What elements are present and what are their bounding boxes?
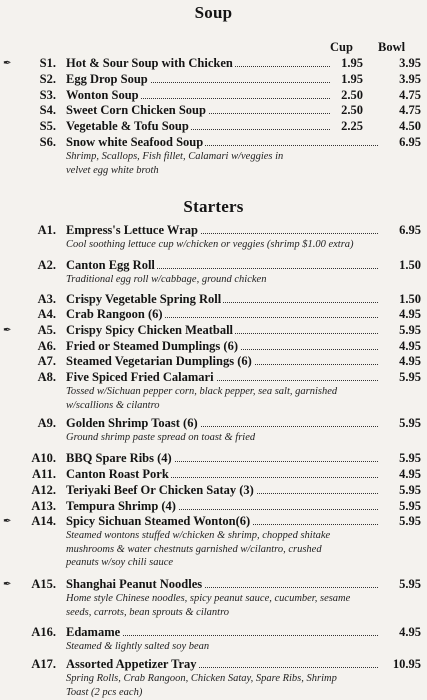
item-code: A13.	[31, 499, 56, 513]
menu-item-row	[0, 292, 427, 306]
item-price: 5.95	[378, 577, 421, 591]
soup-section-title: Soup	[194, 3, 233, 22]
item-name: Wonton Soup	[66, 88, 139, 102]
cup-price: 2.25	[330, 119, 363, 133]
menu-item-row	[0, 323, 427, 337]
bowl-price: 4.75	[378, 103, 421, 117]
item-description: Cool soothing lettuce cup w/chicken or veggies (shrimp $1.00 extra)	[66, 239, 354, 250]
spicy-pepper-icon: ✒	[3, 579, 12, 590]
item-name: Snow white Seafood Soup	[66, 135, 204, 149]
item-name: Vegetable & Tofu Soup	[66, 119, 189, 133]
item-name: Crispy Vegetable Spring Roll	[66, 292, 222, 306]
item-description: Steamed & lightly salted soy bean	[66, 641, 210, 652]
item-description: Traditional egg roll w/cabbage, ground chicken	[66, 274, 267, 285]
item-description: mushrooms & water chestnuts garnished w/cilantro, crushed	[66, 543, 322, 555]
menu-item-row	[0, 370, 427, 384]
item-code: A3.	[37, 292, 56, 306]
cup-price: 1.95	[330, 72, 363, 86]
bowl-price: 4.75	[378, 88, 421, 102]
item-price: 10.95	[378, 657, 421, 671]
item-name: Hot & Sour Soup with Chicken	[66, 56, 233, 70]
item-name: Golden Shrimp Toast (6)	[66, 416, 198, 430]
menu-item-row	[0, 119, 427, 133]
item-name: Crispy Spicy Chicken Meatball	[66, 323, 234, 337]
item-code: S5.	[39, 119, 56, 133]
item-description: seeds, carrots, bean sprouts & cilantro	[66, 606, 230, 618]
menu-item-row	[0, 307, 427, 321]
item-code: S1.	[39, 56, 56, 70]
item-code: A5.	[37, 323, 56, 337]
item-code: A11.	[32, 467, 56, 481]
item-name: Five Spiced Fried Calamari	[66, 370, 214, 384]
bowl-price: 3.95	[378, 56, 421, 70]
item-price: 4.95	[378, 467, 421, 481]
item-name: Steamed Vegetarian Dumplings (6)	[66, 354, 252, 368]
item-description: Ground shrimp paste spread on toast & fried	[66, 432, 256, 443]
menu-item-row	[0, 451, 427, 465]
item-name: Shanghai Peanut Noodles	[66, 577, 203, 591]
starters-section-title: Starters	[183, 197, 244, 216]
item-description: velvet egg white broth	[66, 164, 159, 176]
item-name: Fried or Steamed Dumplings (6)	[66, 339, 238, 353]
item-price: 4.95	[378, 307, 421, 321]
item-description: Steamed wontons stuffed w/chicken & shrimp, chopped shitake	[66, 530, 331, 541]
menu-item-row	[0, 514, 427, 528]
spicy-pepper-icon: ✒	[3, 516, 12, 527]
item-name: Teriyaki Beef Or Chicken Satay (3)	[66, 483, 254, 497]
item-name: BBQ Spare Ribs (4)	[66, 451, 172, 465]
item-name: Spicy Sichuan Steamed Wonton(6)	[66, 514, 251, 528]
item-price: 5.95	[378, 416, 421, 430]
item-code: A15.	[31, 577, 56, 591]
item-description: peanuts w/soy chili sauce	[66, 557, 174, 568]
item-code: S2.	[39, 72, 56, 86]
cup-price: 2.50	[330, 103, 363, 117]
bowl-price: 4.50	[378, 119, 421, 133]
item-description: Toast (2 pcs each)	[66, 686, 143, 698]
item-code: S3.	[39, 88, 56, 102]
menu-item-row	[0, 88, 427, 102]
item-price: 5.95	[378, 514, 421, 528]
menu-item-row	[0, 72, 427, 86]
item-name: Assorted Appetizer Tray	[66, 657, 197, 671]
item-price: 1.50	[378, 292, 421, 306]
menu-item-row	[0, 135, 427, 149]
item-code: S4.	[39, 103, 56, 117]
item-code: A12.	[31, 483, 56, 497]
menu-item-row	[0, 625, 427, 639]
item-code: A16.	[31, 625, 56, 639]
item-price: 4.95	[378, 625, 421, 639]
menu-item-row	[0, 416, 427, 430]
item-name: Empress's Lettuce Wrap	[66, 223, 198, 237]
item-code: A10.	[31, 451, 56, 465]
spicy-pepper-icon: ✒	[3, 325, 12, 336]
item-code: A8.	[37, 370, 56, 384]
menu-item-row	[0, 467, 427, 481]
item-price: 5.95	[378, 483, 421, 497]
bowl-price: 6.95	[378, 135, 421, 149]
item-price: 4.95	[378, 354, 421, 368]
item-price: 4.95	[378, 339, 421, 353]
item-code: A1.	[37, 223, 56, 237]
item-code: A14.	[31, 514, 56, 528]
bowl-column-header: Bowl	[378, 40, 406, 54]
menu-item-row	[0, 56, 427, 70]
menu-item-row	[0, 577, 427, 591]
item-price: 1.50	[378, 258, 421, 272]
menu-item-row	[0, 103, 427, 117]
menu-item-row	[0, 223, 427, 237]
item-code: A2.	[37, 258, 56, 272]
item-description: Spring Rolls, Crab Rangoon, Chicken Satay, Spare Ribs, Shrimp	[66, 673, 337, 684]
menu-item-row	[0, 354, 427, 368]
cup-price: 1.95	[330, 56, 363, 70]
item-name: Tempura Shrimp (4)	[66, 499, 176, 513]
item-description: w/scallions & cilantro	[66, 399, 160, 411]
item-price: 5.95	[378, 370, 421, 384]
item-code: A17.	[31, 657, 56, 671]
item-code: S6.	[39, 135, 56, 149]
item-name: Crab Rangoon (6)	[66, 307, 163, 321]
item-code: A7.	[37, 354, 56, 368]
menu-item-row	[0, 339, 427, 353]
item-name: Canton Roast Pork	[66, 467, 169, 481]
item-price: 5.95	[378, 323, 421, 337]
cup-price: 2.50	[330, 88, 363, 102]
item-description: Tossed w/Sichuan pepper corn, black pepper, sea salt, garnished	[66, 386, 338, 397]
item-description: Shrimp, Scallops, Fish fillet, Calamari w/veggies in	[66, 151, 284, 162]
menu-item-row	[0, 258, 427, 272]
item-description: Home style Chinese noodles, spicy peanut sauce, cucumber, sesame	[66, 593, 351, 604]
menu-item-row	[0, 483, 427, 497]
item-code: A9.	[37, 416, 56, 430]
bowl-price: 3.95	[378, 72, 421, 86]
item-price: 5.95	[378, 451, 421, 465]
item-code: A4.	[37, 307, 56, 321]
item-name: Edamame	[66, 625, 121, 639]
item-name: Canton Egg Roll	[66, 258, 155, 272]
item-price: 6.95	[378, 223, 421, 237]
menu-item-row	[0, 657, 427, 671]
item-name: Sweet Corn Chicken Soup	[66, 103, 206, 117]
cup-column-header: Cup	[330, 40, 353, 54]
item-code: A6.	[37, 339, 56, 353]
menu-item-row	[0, 499, 427, 513]
item-name: Egg Drop Soup	[66, 72, 148, 86]
item-price: 5.95	[378, 499, 421, 513]
spicy-pepper-icon: ✒	[3, 58, 12, 69]
